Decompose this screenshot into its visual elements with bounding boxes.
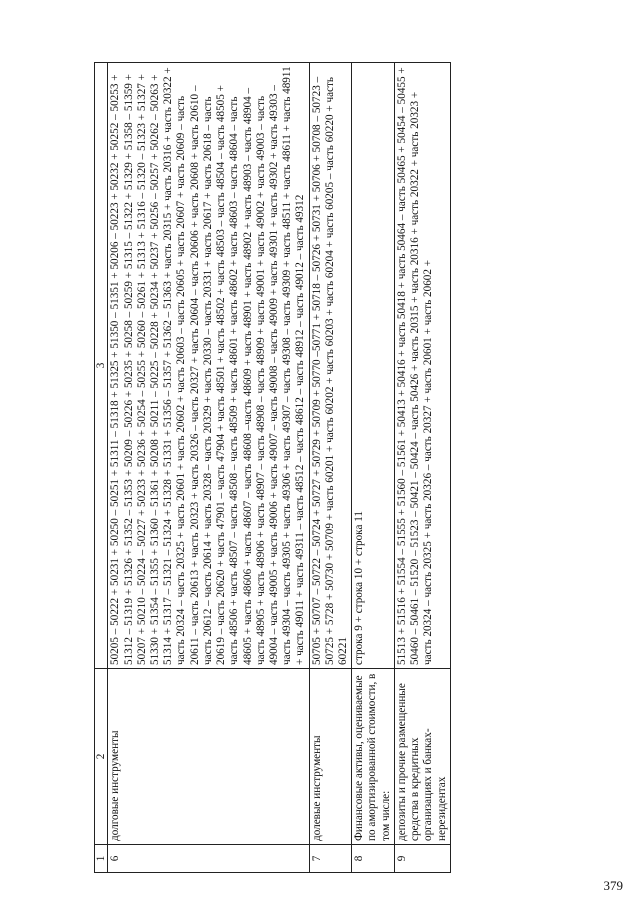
table-row — [108, 63, 309, 873]
row-formula: строка 9 + строка 10 + строка 11 — [352, 63, 395, 669]
row-number: 8 — [352, 845, 395, 873]
rotated-table-wrapper — [94, 63, 611, 873]
header-col-1: 1 — [95, 845, 108, 873]
header-col-2: 2 — [95, 669, 108, 845]
table-row — [394, 63, 450, 873]
row-formula: 50205 – 50222 + 50231 + 50250 – 50251 + 51311 – 51318 + 51325 + 51350 – 51351 + 50206 – 50223 + 50232 + 50252 – 50253 + 51312 – 51319 + 51326 + 51352 – 51353 + 50209 – 50226 + 50235 + 50258 – 50259 + 51315 – 51322 + 51329 + 51358 – 51359 + 50207 + 50210 – 50224 – 50227 + 50233 + 50236 + 50254 – 50255 + 50260 – 50261 + 51313 + 51316 – 51320 – 51323 + 51327 + 51330 + 51354 – 51355 + 51360 – 51361 + 50208 + 50211 – 50225 – 50228 + 50234 + 50237 + 50256 – 50257 + 50262 – 50263 + 51314 + 51317 – 51321 – 51324 + 51328 + 51331 + 51356 – 51357 + 51362 – 51363 + часть 20315 + часть 20316 + часть 20322 + часть 20324 – часть 20325 + часть 20601 + часть 20602 + часть 20603 – часть 20605 + часть 20607 + часть 20609 – часть 20611 – часть 20613 + часть 20323 + часть 20326 – часть 20327 + часть 20604 – часть 20606 + часть 20608 + часть 20610 – часть 20612 – часть 20614 + часть 20328 – часть 20329 + часть 20330 – часть 20331 + часть 20617 + часть 20618 – часть 20619 – часть 20620 + часть 47901 – часть 47904 + часть 48501 + часть 48502 + часть 48503 – часть 48504 – часть 48505 + часть 48506 + часть 48507 – часть 48508 – часть 48509 + часть 48601 + часть 48602 + часть 48603 – часть 48604 – часть 48605 + часть 48606 + часть 48607 – часть 48608 –часть 48609 + часть 48901 + часть 48902 + часть 48903 – часть 48904 – часть 48905 + часть 48906 + часть 48907 – часть 48908 – часть 48909 + часть 49001 + часть 49002 + часть 49003 – часть 49004 – часть 49005 + часть 49006 + часть 49007 – часть 49008 – часть 49009 + часть 49301 + часть 49302 + часть 49303 – часть 49304 – часть 49305 + часть 49306 + часть 49307 – часть 49308 – часть 49309 + часть 48511 + часть 48611 + часть 48911 + часть 49011 + часть 49311 – часть 48512 – часть 48612 – часть 48912 – часть 49012 – часть 49312 — [108, 63, 309, 669]
row-number: 7 — [309, 845, 352, 873]
row-formula: 50705 + 50707 – 50722 – 50724 + 50727 + 50729 + 50709 + 50770 –50771 + 50718 – 50726 + 50731 + 50706 + 50708 – 50723 – 50725 + 5728 + 50730 + 50709 + часть 60201 + часть 60202 + часть 60203 + часть 60204 + часть 60205 – часть 60220 + часть 60221 — [309, 63, 352, 669]
row-name: долевые инструменты — [309, 669, 352, 845]
row-name: Финансовые активы, оцениваемые по амортизированной стоимости, в том числе: — [352, 669, 395, 845]
row-formula: 51513 + 51516 + 51554 – 51555 + 51560 – 51561 + 50413 + 50416 + часть 50418 + часть 50464 – часть 50465 + 50454 – 50455 + 50460 – 50461 – 51520 – 51523 – 50421 – 50424 – часть 50426 + часть 20315 + часть 20316 + часть 20322 + часть 20323 + часть 20324 – часть 20325 + часть 20326 – часть 20327 + часть 20601 + часть 20602 + — [394, 63, 450, 669]
row-name: депозиты и прочие размещенные средства в кредитных организациях и банках-нерезидентах — [394, 669, 450, 845]
formula-table — [94, 62, 451, 873]
page-number: 379 — [603, 878, 623, 893]
header-col-3: 3 — [95, 63, 108, 669]
table-row — [309, 63, 352, 873]
header-row — [95, 63, 108, 873]
table-row — [352, 63, 395, 873]
row-name: долговые инструменты — [108, 669, 309, 845]
row-number: 6 — [108, 845, 309, 873]
row-number: 9 — [394, 845, 450, 873]
